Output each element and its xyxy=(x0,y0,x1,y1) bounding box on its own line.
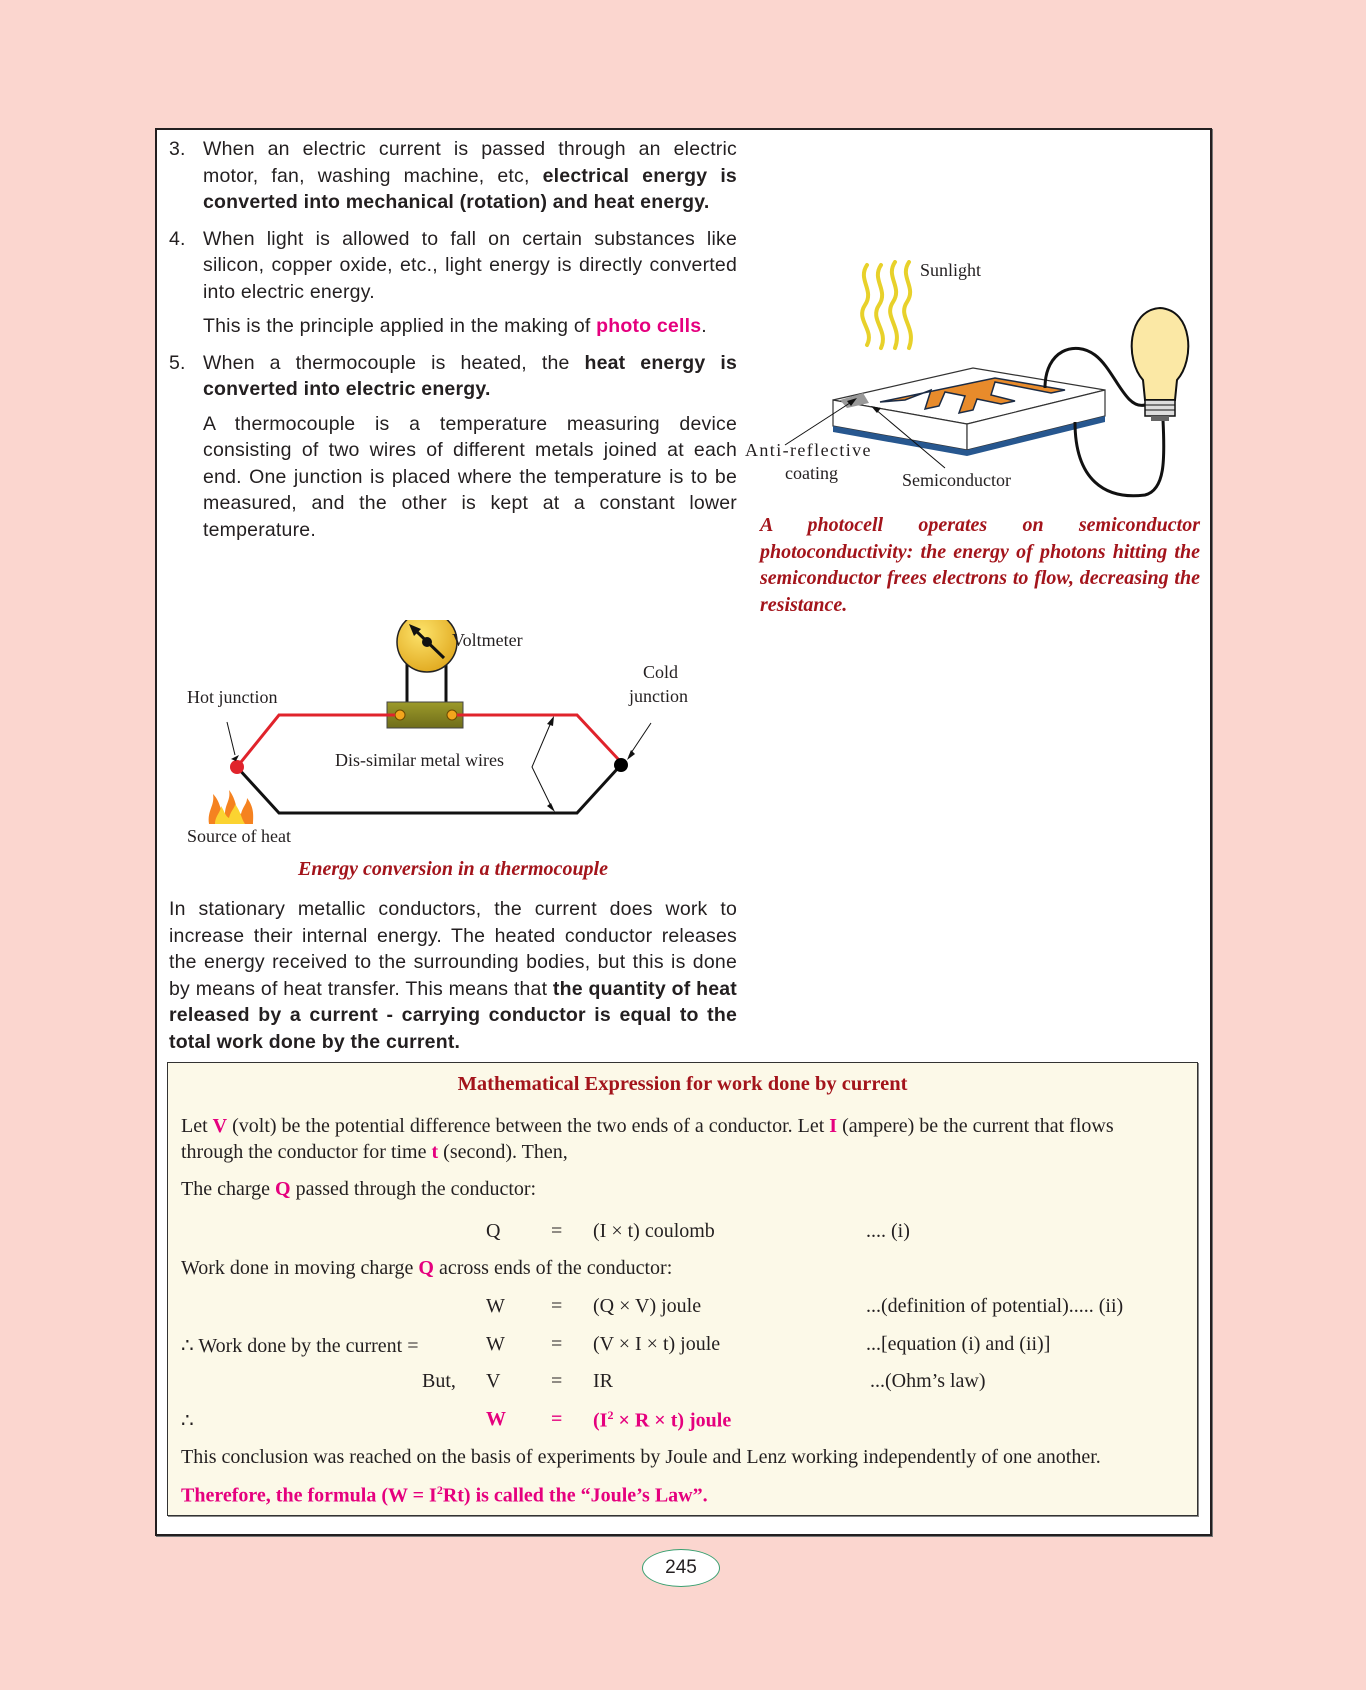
eq5-prefix: ∴ xyxy=(181,1410,194,1432)
eq4-ref: ...(Ohm’s law) xyxy=(870,1370,986,1392)
item4-note: This is the principle applied in the making of photo cells. xyxy=(203,315,707,337)
list-number: 4. xyxy=(169,227,186,250)
eq1-eq: = xyxy=(551,1220,563,1242)
item4-text: When light is allowed to fall on certain substances like silicon, copper oxide, etc., light energy is directly converted into electric energy. xyxy=(203,227,737,303)
joules-law-statement: Therefore, the formula $(W = I^2Rt)$ is called the “Joule’s Law”. xyxy=(181,1483,708,1507)
list-item-4 xyxy=(169,226,737,306)
eq3-eq: = xyxy=(551,1333,563,1355)
list-item-3 xyxy=(169,136,737,216)
eq5-lhs: W xyxy=(486,1408,506,1430)
eq1-lhs: Q xyxy=(486,1220,501,1242)
eq4-prefix: But, xyxy=(422,1370,456,1392)
flame-icon xyxy=(209,790,254,824)
heat-source-label: Source of heat xyxy=(187,826,291,846)
eq3-prefix: ∴ Work done by the current = xyxy=(181,1335,419,1357)
work-line: Work done in moving charge Q across ends of the conductor: xyxy=(181,1257,673,1279)
wires-label: Dis-similar metal wires xyxy=(335,750,504,770)
anti-reflective-label-1: Anti-reflective xyxy=(745,440,872,460)
page-number: 245 xyxy=(642,1549,720,1587)
photo-cells-term: photo cells xyxy=(596,315,702,337)
eq3-lhs: W xyxy=(486,1333,505,1355)
intro-line-2: through the conductor for time t (second). Then, xyxy=(181,1141,568,1163)
voltmeter-label: Voltmeter xyxy=(452,630,523,650)
sunlight-rays-icon xyxy=(862,262,911,348)
anti-reflective-label-2: coating xyxy=(785,463,838,483)
item5-text: When a thermocouple is heated, the xyxy=(203,351,570,374)
joules-law-formula: $(I^2 \times R \times t)$ joule xyxy=(593,1408,732,1432)
thermocouple-diagram xyxy=(169,620,737,865)
intro-line-1: Let V (volt) be the potential difference between the two ends of a conductor. Let I (ampere) be the current that flows xyxy=(181,1115,1114,1137)
eq2-eq: = xyxy=(551,1295,563,1317)
math-box-title: Mathematical Expression for work done by current xyxy=(457,1073,908,1095)
list-number: 3. xyxy=(169,138,186,160)
eq2-ref: ...(definition of potential)..... (ii) xyxy=(866,1295,1124,1317)
eq5-eq: = xyxy=(551,1408,563,1430)
item3-text: When an electric current is passed through an electric motor, fan, washing machine, etc, xyxy=(203,138,737,187)
item5-bold: heat energy is converted into electric energy. xyxy=(203,351,737,400)
thermocouple-definition: A thermocouple is a temperature measuring device consisting of two wires of different metals joined at each end. One junction is placed where the temperature is to be measured, and the other is kept at a constant lower temperature. xyxy=(203,412,737,541)
eq1-ref: .... (i) xyxy=(866,1220,910,1242)
list-number: 5. xyxy=(169,351,186,374)
cold-junction-label-1: Cold xyxy=(643,662,679,682)
sunlight-label: Sunlight xyxy=(920,260,982,280)
photocell-diagram xyxy=(745,260,1205,525)
eq2-rhs: (Q × V) joule xyxy=(593,1295,702,1317)
page-frame xyxy=(155,128,1212,1536)
charge-line: The charge Q passed through the conductor: xyxy=(181,1178,537,1200)
thermocouple-caption: Energy conversion in a thermocouple xyxy=(297,858,608,880)
math-expression-box xyxy=(167,1062,1198,1516)
photocell-caption: A photocell operates on semiconductor photoconductivity: the energy of photons hitting the semiconductor frees electrons to flow, decreasing the resistance. xyxy=(760,514,1200,616)
conclusion-line: This conclusion was reached on the basis of experiments by Joule and Lenz working independently of one another. xyxy=(181,1446,1101,1468)
left-column xyxy=(169,136,737,553)
eq3-ref: ...[equation (i) and (ii)] xyxy=(866,1333,1051,1355)
closing-paragraph: In stationary metallic conductors, the current does work to increase their internal energy. The heated conductor releases the energy received to the surrounding bodies, but this is done by means of heat transfer. This means that the quantity of heat released by a current - carrying conductor is equal to the total work done by the current. xyxy=(169,898,737,1053)
eq3-rhs: (V × I × t) joule xyxy=(593,1333,721,1355)
eq2-lhs: W xyxy=(486,1295,505,1317)
eq4-eq: = xyxy=(551,1370,563,1392)
list-item-5 xyxy=(169,350,737,403)
eq1-rhs: (I × t) coulomb xyxy=(593,1220,715,1242)
hot-junction-label: Hot junction xyxy=(187,687,278,707)
semiconductor-label: Semiconductor xyxy=(902,470,1011,490)
cold-junction-label-2: junction xyxy=(629,686,688,706)
item3-bold: electrical energy is converted into mechanical (rotation) and heat energy. xyxy=(203,164,737,213)
eq4-lhs: V xyxy=(486,1370,501,1392)
eq4-rhs: IR xyxy=(593,1370,613,1392)
